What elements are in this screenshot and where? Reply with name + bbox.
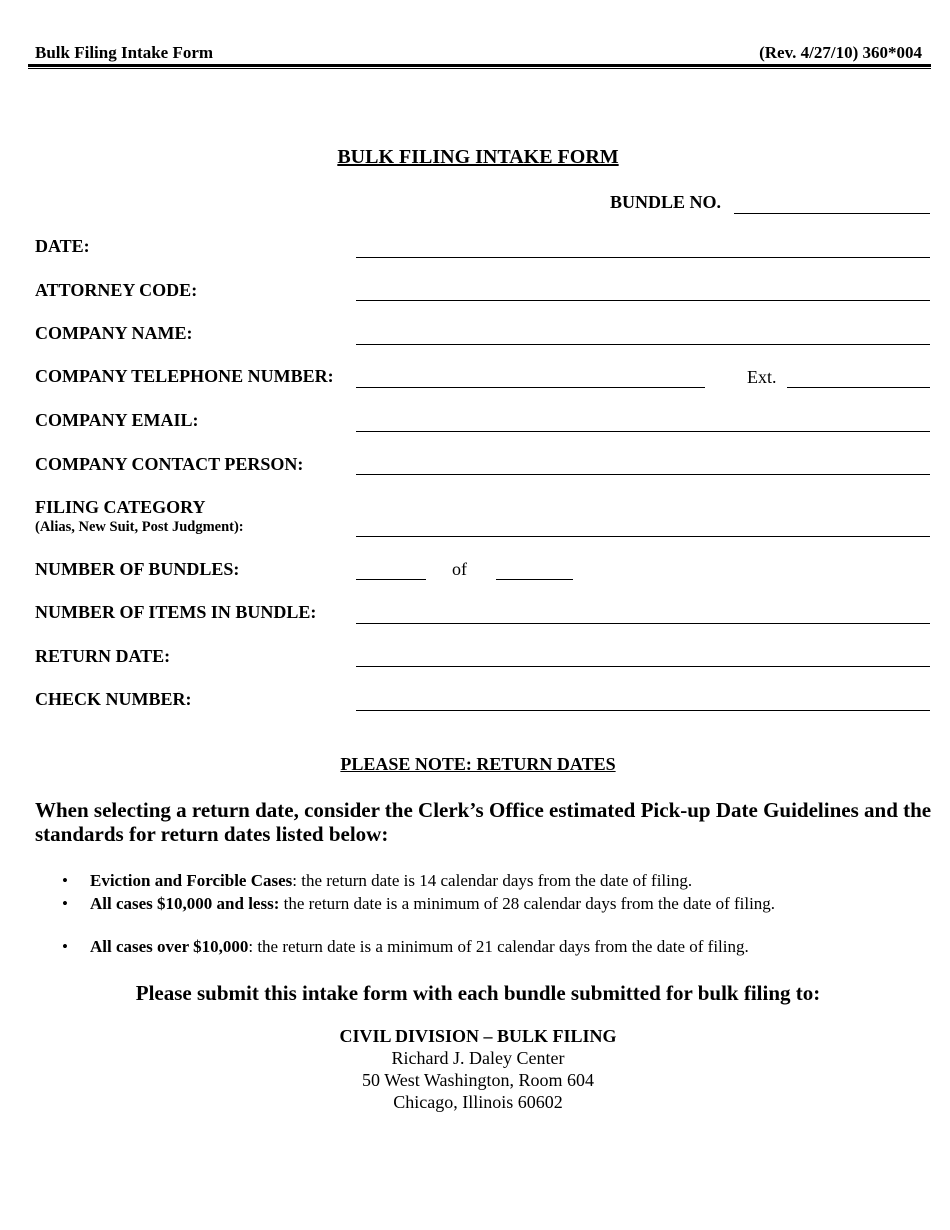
filing-category-field[interactable]	[356, 536, 930, 537]
number-of-items-field[interactable]	[356, 623, 930, 624]
bundle-no-label: BUNDLE NO.	[610, 192, 722, 212]
company-name-field[interactable]	[356, 344, 930, 345]
check-number-label: CHECK NUMBER:	[35, 689, 192, 709]
company-name-label: COMPANY NAME:	[35, 323, 193, 343]
intro-paragraph: When selecting a return date, consider the Clerk’s Office estimated Pick-up Date Guidelines and the standards for return dates listed below:	[35, 798, 932, 846]
check-number-field[interactable]	[356, 710, 930, 711]
page-title: BULK FILING INTAKE FORM	[337, 146, 619, 168]
of-label: of	[452, 559, 467, 579]
header-rule-thick	[28, 64, 931, 67]
list-item: • Eviction and Forcible Cases: the return date is 14 calendar days from the date of filing.	[62, 871, 693, 890]
date-field[interactable]	[356, 257, 930, 258]
date-label: DATE:	[35, 236, 90, 256]
number-of-items-label: NUMBER OF ITEMS IN BUNDLE:	[35, 602, 317, 622]
bullet-icon: •	[62, 937, 68, 956]
attorney-code-field[interactable]	[356, 300, 930, 301]
list-item: • All cases $10,000 and less: the return date is a minimum of 28 calendar days from the date of filing.	[62, 894, 776, 913]
filing-category-sublabel: (Alias, New Suit, Post Judgment):	[35, 519, 244, 535]
address-line1: Richard J. Daley Center	[391, 1048, 565, 1068]
bundle-number-field[interactable]	[356, 579, 426, 580]
bullet-icon: •	[62, 871, 68, 890]
company-contact-field[interactable]	[356, 474, 930, 475]
header-form-name: Bulk Filing Intake Form	[35, 43, 214, 62]
note-heading: PLEASE NOTE: RETURN DATES	[340, 754, 616, 774]
company-contact-label: COMPANY CONTACT PERSON:	[35, 454, 304, 474]
company-email-field[interactable]	[356, 431, 930, 432]
address-line2: 50 West Washington, Room 604	[362, 1070, 594, 1090]
number-of-bundles-label: NUMBER OF BUNDLES:	[35, 559, 240, 579]
return-date-label: RETURN DATE:	[35, 646, 171, 666]
bundle-no-field[interactable]	[734, 213, 930, 214]
bullet-icon: •	[62, 894, 68, 913]
filing-category-label: FILING CATEGORY	[35, 497, 206, 517]
return-date-field[interactable]	[356, 666, 930, 667]
header-revision: (Rev. 4/27/10) 360*004	[759, 43, 922, 62]
submit-instruction: Please submit this intake form with each bundle submitted for bulk filing to:	[135, 981, 821, 1005]
attorney-code-label: ATTORNEY CODE:	[35, 280, 198, 300]
list-item: • All cases over $10,000: the return date is a minimum of 21 calendar days from the date of filing.	[62, 937, 749, 956]
address-line3: Chicago, Illinois 60602	[393, 1092, 563, 1112]
header-rule-thin	[28, 68, 931, 69]
company-email-label: COMPANY EMAIL:	[35, 410, 199, 430]
ext-label: Ext.	[747, 367, 777, 387]
ext-field[interactable]	[787, 387, 930, 388]
address-division: CIVIL DIVISION – BULK FILING	[339, 1026, 617, 1046]
bundle-total-field[interactable]	[496, 579, 573, 580]
company-telephone-field[interactable]	[356, 387, 705, 388]
company-telephone-label: COMPANY TELEPHONE NUMBER:	[35, 366, 334, 386]
